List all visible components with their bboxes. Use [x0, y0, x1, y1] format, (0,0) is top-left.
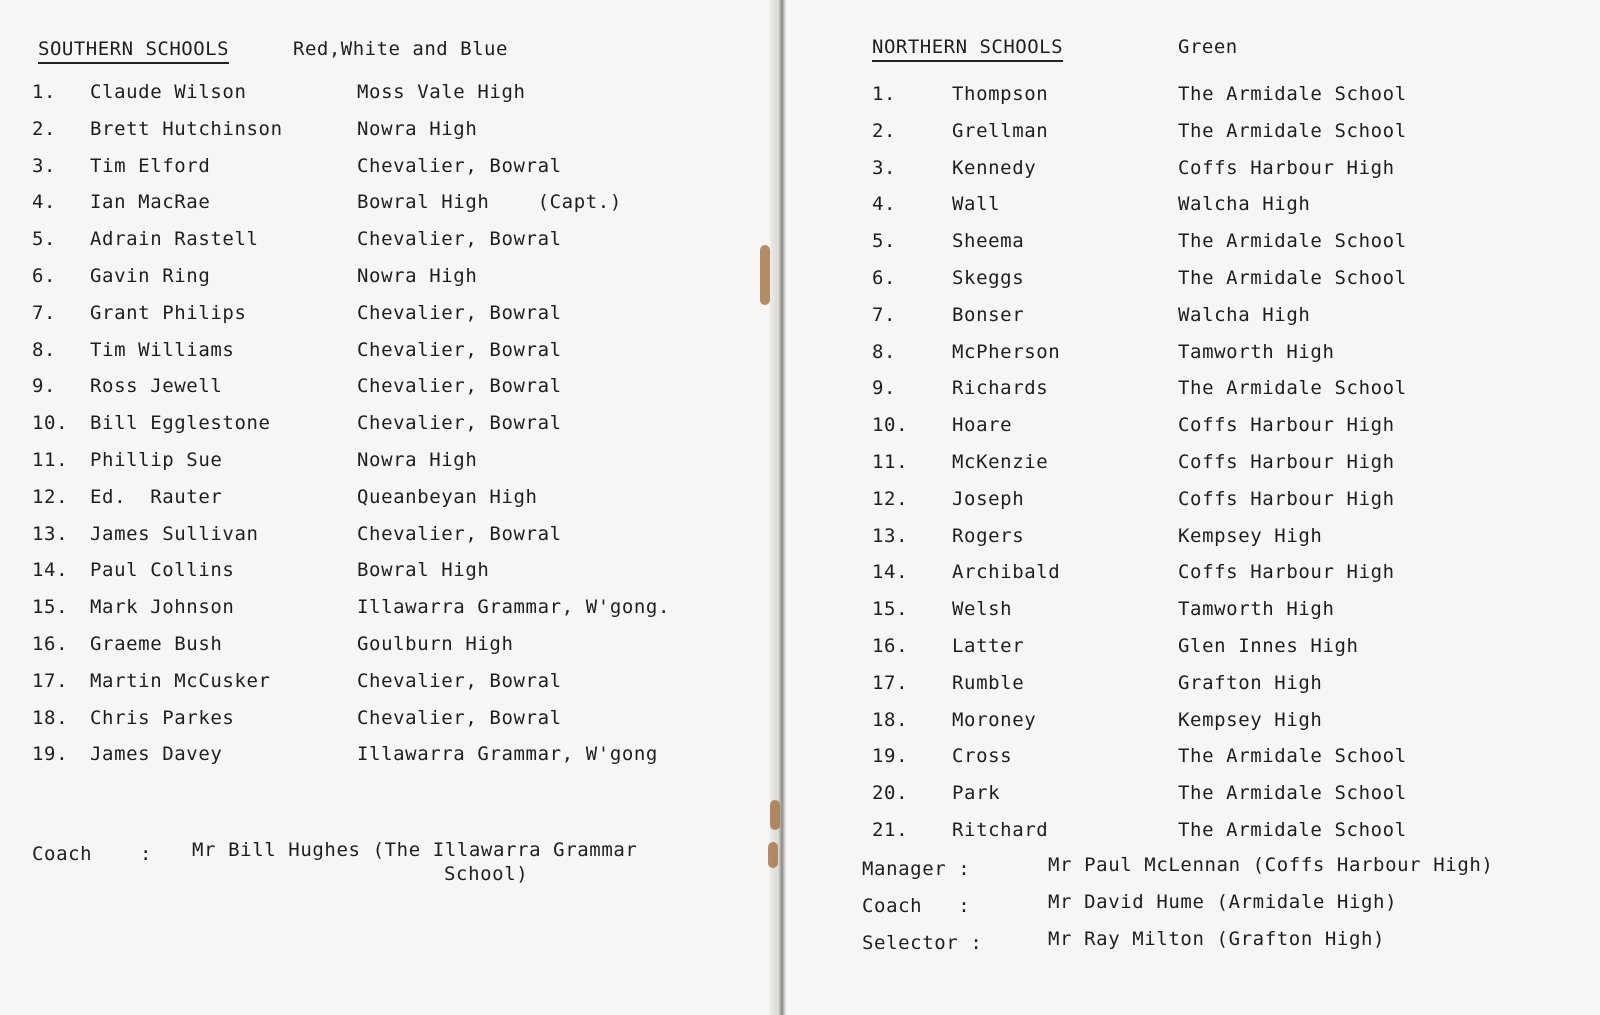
northern-title: NORTHERN SCHOOLS: [872, 36, 1063, 62]
player-school: Goulburn High: [357, 633, 514, 655]
southern-title: SOUTHERN SCHOOLS: [38, 38, 229, 64]
southern-page: [0, 0, 780, 1015]
player-number: 10.: [872, 414, 909, 437]
player-number: 18.: [32, 706, 69, 729]
player-school: Nowra High: [357, 117, 478, 140]
player-school: The Armidale School: [1178, 819, 1407, 841]
player-school: Chevalier, Bowral: [357, 522, 562, 545]
coach-name-line1: Mr Bill Hughes (The Illawarra Grammar: [192, 839, 638, 861]
northern-heading: [872, 36, 1238, 58]
player-name: Brett Hutchinson: [90, 117, 283, 140]
binding-stain: [770, 800, 780, 830]
player-school: The Armidale School: [1178, 782, 1407, 805]
player-number: 13.: [872, 524, 909, 547]
player-number: 4.: [872, 193, 897, 216]
player-name: James Sullivan: [90, 522, 259, 545]
player-name: Ross Jewell: [90, 375, 223, 398]
player-school: Coffs Harbour High: [1178, 451, 1395, 473]
player-name: Paul Collins: [90, 559, 235, 582]
player-school: The Armidale School: [1178, 267, 1407, 289]
player-number: 15.: [872, 598, 909, 621]
player-name: Archibald: [952, 561, 1061, 584]
coach-colon: :: [140, 843, 153, 865]
player-school: Coffs Harbour High: [1178, 487, 1395, 510]
player-number: 8.: [32, 338, 57, 361]
player-school: Tamworth High: [1178, 598, 1335, 621]
player-school: Coffs Harbour High: [1178, 414, 1395, 437]
player-name: Ian MacRae: [90, 191, 211, 214]
player-name: Moroney: [952, 708, 1037, 731]
player-school: Chevalier, Bowral: [357, 375, 562, 398]
player-number: 17.: [32, 669, 69, 692]
player-number: 6.: [32, 265, 57, 287]
binding-stain: [768, 842, 778, 868]
player-name: Kennedy: [952, 156, 1037, 179]
staff-name: Mr Paul McLennan (Coffs Harbour High): [1048, 854, 1494, 876]
player-number: 1.: [32, 81, 57, 103]
player-school: Grafton High: [1178, 671, 1323, 694]
player-name: Latter: [952, 635, 1025, 657]
player-number: 6.: [872, 267, 897, 289]
player-school: Moss Vale High: [357, 81, 526, 103]
player-number: 19.: [872, 745, 909, 768]
player-name: Joseph: [952, 487, 1025, 510]
player-school: Chevalier, Bowral: [357, 706, 562, 729]
player-name: Martin McCusker: [90, 669, 271, 692]
staff-name: Mr David Hume (Armidale High): [1048, 891, 1398, 913]
staff-role: Manager :: [862, 858, 971, 880]
player-name: Hoare: [952, 414, 1013, 437]
player-number: 3.: [872, 156, 897, 179]
player-name: McPherson: [952, 340, 1061, 363]
player-school: Walcha High: [1178, 193, 1311, 216]
player-school: The Armidale School: [1178, 745, 1407, 768]
player-name: Tim Williams: [90, 338, 235, 361]
player-school: Walcha High: [1178, 303, 1311, 326]
binding-stain: [760, 245, 770, 305]
player-school: Chevalier, Bowral: [357, 338, 562, 361]
player-number: 12.: [872, 487, 909, 510]
player-name: Ritchard: [952, 819, 1049, 841]
staff-name: Mr Ray Milton (Grafton High): [1048, 928, 1386, 950]
player-name: Park: [952, 782, 1001, 805]
player-number: 11.: [32, 449, 69, 471]
player-name: Claude Wilson: [90, 81, 247, 103]
player-name: Sheema: [952, 230, 1025, 253]
player-school: Bowral High: [357, 559, 490, 582]
coach-label: Coach: [32, 843, 93, 865]
player-name: Welsh: [952, 598, 1013, 621]
player-school: Chevalier, Bowral: [357, 228, 562, 251]
player-name: Bonser: [952, 303, 1025, 326]
player-name: Ed. Rauter: [90, 485, 223, 508]
player-number: 4.: [32, 191, 57, 214]
player-name: Bill Egglestone: [90, 412, 271, 435]
player-name: Thompson: [952, 83, 1049, 105]
coach-name-line2: School): [444, 863, 529, 885]
player-number: 16.: [872, 635, 909, 657]
player-school: The Armidale School: [1178, 83, 1407, 105]
staff-role: Coach :: [862, 895, 971, 917]
player-name: Gavin Ring: [90, 265, 211, 287]
player-school: Bowral High (Capt.): [357, 191, 622, 214]
player-name: Mark Johnson: [90, 596, 235, 619]
player-number: 3.: [32, 154, 57, 177]
northern-page: [786, 0, 1600, 1015]
player-number: 13.: [32, 522, 69, 545]
player-school: Illawarra Grammar, W'gong.: [357, 596, 671, 619]
player-number: 1.: [872, 83, 897, 105]
player-name: Rumble: [952, 671, 1025, 694]
player-number: 9.: [32, 375, 57, 398]
player-name: Chris Parkes: [90, 706, 235, 729]
player-number: 20.: [872, 782, 909, 805]
player-number: 2.: [872, 119, 897, 142]
player-number: 21.: [872, 819, 909, 841]
player-name: Graeme Bush: [90, 633, 223, 655]
player-number: 19.: [32, 743, 69, 766]
player-school: Coffs Harbour High: [1178, 156, 1395, 179]
player-school: Kempsey High: [1178, 708, 1323, 731]
player-name: Wall: [952, 193, 1001, 216]
player-number: 5.: [872, 230, 897, 253]
player-number: 8.: [872, 340, 897, 363]
player-school: Nowra High: [357, 265, 478, 287]
player-school: The Armidale School: [1178, 230, 1407, 253]
player-number: 2.: [32, 117, 57, 140]
player-name: Rogers: [952, 524, 1025, 547]
player-school: Chevalier, Bowral: [357, 301, 562, 324]
player-school: Tamworth High: [1178, 340, 1335, 363]
player-number: 7.: [872, 303, 897, 326]
player-name: Grellman: [952, 119, 1049, 142]
player-name: James Davey: [90, 743, 223, 766]
player-school: Nowra High: [357, 449, 478, 471]
player-school: Chevalier, Bowral: [357, 412, 562, 435]
southern-heading: [38, 38, 508, 60]
player-school: Glen Innes High: [1178, 635, 1359, 657]
staff-role: Selector :: [862, 932, 983, 954]
player-name: McKenzie: [952, 451, 1049, 473]
player-school: Chevalier, Bowral: [357, 669, 562, 692]
player-number: 14.: [32, 559, 69, 582]
player-school: The Armidale School: [1178, 119, 1407, 142]
player-name: Phillip Sue: [90, 449, 223, 471]
northern-colours: Green: [1178, 36, 1238, 58]
player-number: 5.: [32, 228, 57, 251]
player-number: 16.: [32, 633, 69, 655]
player-number: 18.: [872, 708, 909, 731]
player-number: 7.: [32, 301, 57, 324]
player-number: 12.: [32, 485, 69, 508]
player-number: 11.: [872, 451, 909, 473]
player-number: 15.: [32, 596, 69, 619]
player-school: Queanbeyan High: [357, 485, 538, 508]
player-name: Tim Elford: [90, 154, 211, 177]
player-school: Illawarra Grammar, W'gong: [357, 743, 658, 766]
player-name: Cross: [952, 745, 1013, 768]
southern-colours: Red,White and Blue: [293, 38, 508, 60]
player-name: Grant Philips: [90, 301, 247, 324]
player-name: Skeggs: [952, 267, 1025, 289]
player-school: Coffs Harbour High: [1178, 561, 1395, 584]
player-name: Richards: [952, 377, 1049, 400]
player-number: 14.: [872, 561, 909, 584]
player-school: The Armidale School: [1178, 377, 1407, 400]
player-number: 17.: [872, 671, 909, 694]
player-school: Chevalier, Bowral: [357, 154, 562, 177]
player-school: Kempsey High: [1178, 524, 1323, 547]
player-name: Adrain Rastell: [90, 228, 259, 251]
player-number: 9.: [872, 377, 897, 400]
player-number: 10.: [32, 412, 69, 435]
